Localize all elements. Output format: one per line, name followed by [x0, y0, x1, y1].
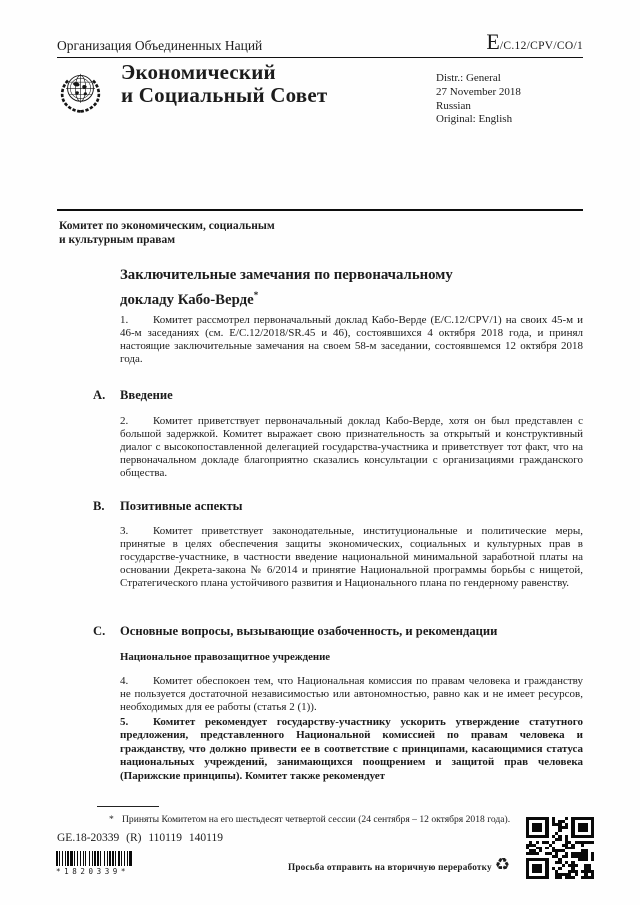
paragraph-text: Комитет приветствует законодательные, институциональные и политические меры, принятые в целях обеспечения защиты экономических, социальных и культурных прав в государстве-участнике, в частности введение национальной минимальной заработной платы на основании Декрета-закона № 6/2014 и принятие Национальной программы борьбы с нищетой, Стратегического плана устойчивого развития и Национального плана по гендерному равенству.: [120, 525, 583, 589]
section-a-heading: [93, 388, 173, 403]
paragraph-number: 2.: [120, 415, 129, 427]
council-banner-line2: и Социальный Совет: [121, 83, 328, 107]
footnote: [97, 814, 579, 826]
recycle-icon: ♻: [494, 855, 510, 875]
paragraph-4: [120, 675, 583, 714]
title-footnote-marker: *: [253, 289, 259, 300]
subsection-heading: Национальное правозащитное учреждение: [120, 651, 331, 663]
paragraph-text: Комитет обеспокоен тем, что Национальная комиссия по правам человека и гражданству не пользуется достаточной независимостью или автономностью, равно как и не имеет ресурсов, необходимых для ее работы (статья 2 (1)).: [120, 675, 583, 713]
council-banner-line1: Экономический: [121, 60, 276, 84]
section-letter: B.: [93, 499, 105, 513]
footnote-marker: *: [109, 814, 114, 825]
footnote-separator-rule: [97, 806, 159, 807]
header: [57, 29, 583, 54]
paragraph-number: 1.: [120, 314, 129, 326]
document-symbol: [486, 29, 583, 54]
header-rule: [57, 57, 583, 58]
section-title: Основные вопросы, вызывающие озабоченность, и рекомендации: [120, 624, 498, 638]
recycle-text: Просьба отправить на вторичную переработку: [288, 862, 492, 872]
paragraph-text: Комитет приветствует первоначальный доклад Кабо-Верде, хотя он был представлен с большой задержкой. Комитет выражает свою признательность за открытый и конструктивный диалог с высокопоставленной делегацией государства-участника и приветствует тот факт, что на первоначальном докладе благоприятно сказались консультации с организациями гражданского общества.: [120, 415, 583, 479]
document-symbol-letter: E: [486, 29, 500, 54]
section-title: Введение: [120, 388, 173, 402]
section-letter: C.: [93, 624, 106, 638]
distribution-info: [436, 72, 521, 127]
footnote-text: Приняты Комитетом на его шестьдесят четвертой сессии (24 сентября – 12 октября 2018 года).: [122, 814, 511, 825]
language-line: Russian: [436, 99, 471, 112]
barcode-bars-icon: [56, 851, 148, 866]
recycle-notice: [288, 855, 510, 875]
paragraph-number: 5.: [120, 716, 129, 728]
paragraph-1: [120, 314, 583, 366]
ge-document-number: GE.18-20339 (R) 110119 140119: [57, 832, 223, 844]
un-org-name: Организация Объединенных Наций: [57, 38, 263, 53]
paragraph-number: 4.: [120, 675, 129, 687]
paragraph-2: [120, 415, 583, 480]
paragraph-number: 3.: [120, 525, 129, 537]
paragraph-5: [120, 716, 583, 783]
original-language-line: Original: English: [436, 113, 513, 126]
distr-line: Distr.: General: [436, 72, 501, 84]
section-letter: A.: [93, 388, 106, 402]
date-line: 27 November 2018: [436, 85, 521, 98]
document-title: [120, 266, 492, 310]
document-title-text: Заключительные замечания по первоначальному докладу Кабо-Верде: [120, 267, 453, 308]
section-title: Позитивные аспекты: [120, 499, 243, 513]
section-divider-rule: [57, 209, 583, 211]
section-b-heading: [93, 499, 243, 514]
barcode-text: *1820339*: [56, 867, 130, 876]
qr-code-icon: [526, 817, 594, 879]
section-c-heading: [93, 624, 497, 639]
committee-name-line2: и культурным правам: [59, 234, 176, 246]
paragraph-3: [120, 525, 583, 590]
committee-name: [59, 219, 275, 247]
document-symbol-code: /C.12/CPV/CO/1: [499, 40, 583, 52]
committee-name-line1: Комитет по экономическим, социальным: [59, 220, 275, 232]
barcode: [56, 851, 150, 876]
paragraph-text: Комитет рассмотрел первоначальный доклад Кабо-Верде (E/C.12/CPV/1) на своих 45-м и 46-м заседаниях (см. E/C.12/2018/SR.45 и 46), состоявшихся 4 октября 2018 года, и принял настоящие заключительные замечания на своем 58-м заседании, состоявшемся 12 октября 2018 года.: [120, 314, 583, 365]
paragraph-text: Комитет рекомендует государству-участнику ускорить утверждение статутного предложения, представленного Национальной комиссией по правам человека и гражданству, что должно привести ее в соответствие с принципами, касающимися статуса национальных учреждений, занимающихся поощрением и защитой прав человека (Парижские принципы). Комитет также рекомендует: [120, 716, 583, 782]
council-banner: [121, 61, 327, 107]
un-emblem-icon: [57, 63, 104, 125]
